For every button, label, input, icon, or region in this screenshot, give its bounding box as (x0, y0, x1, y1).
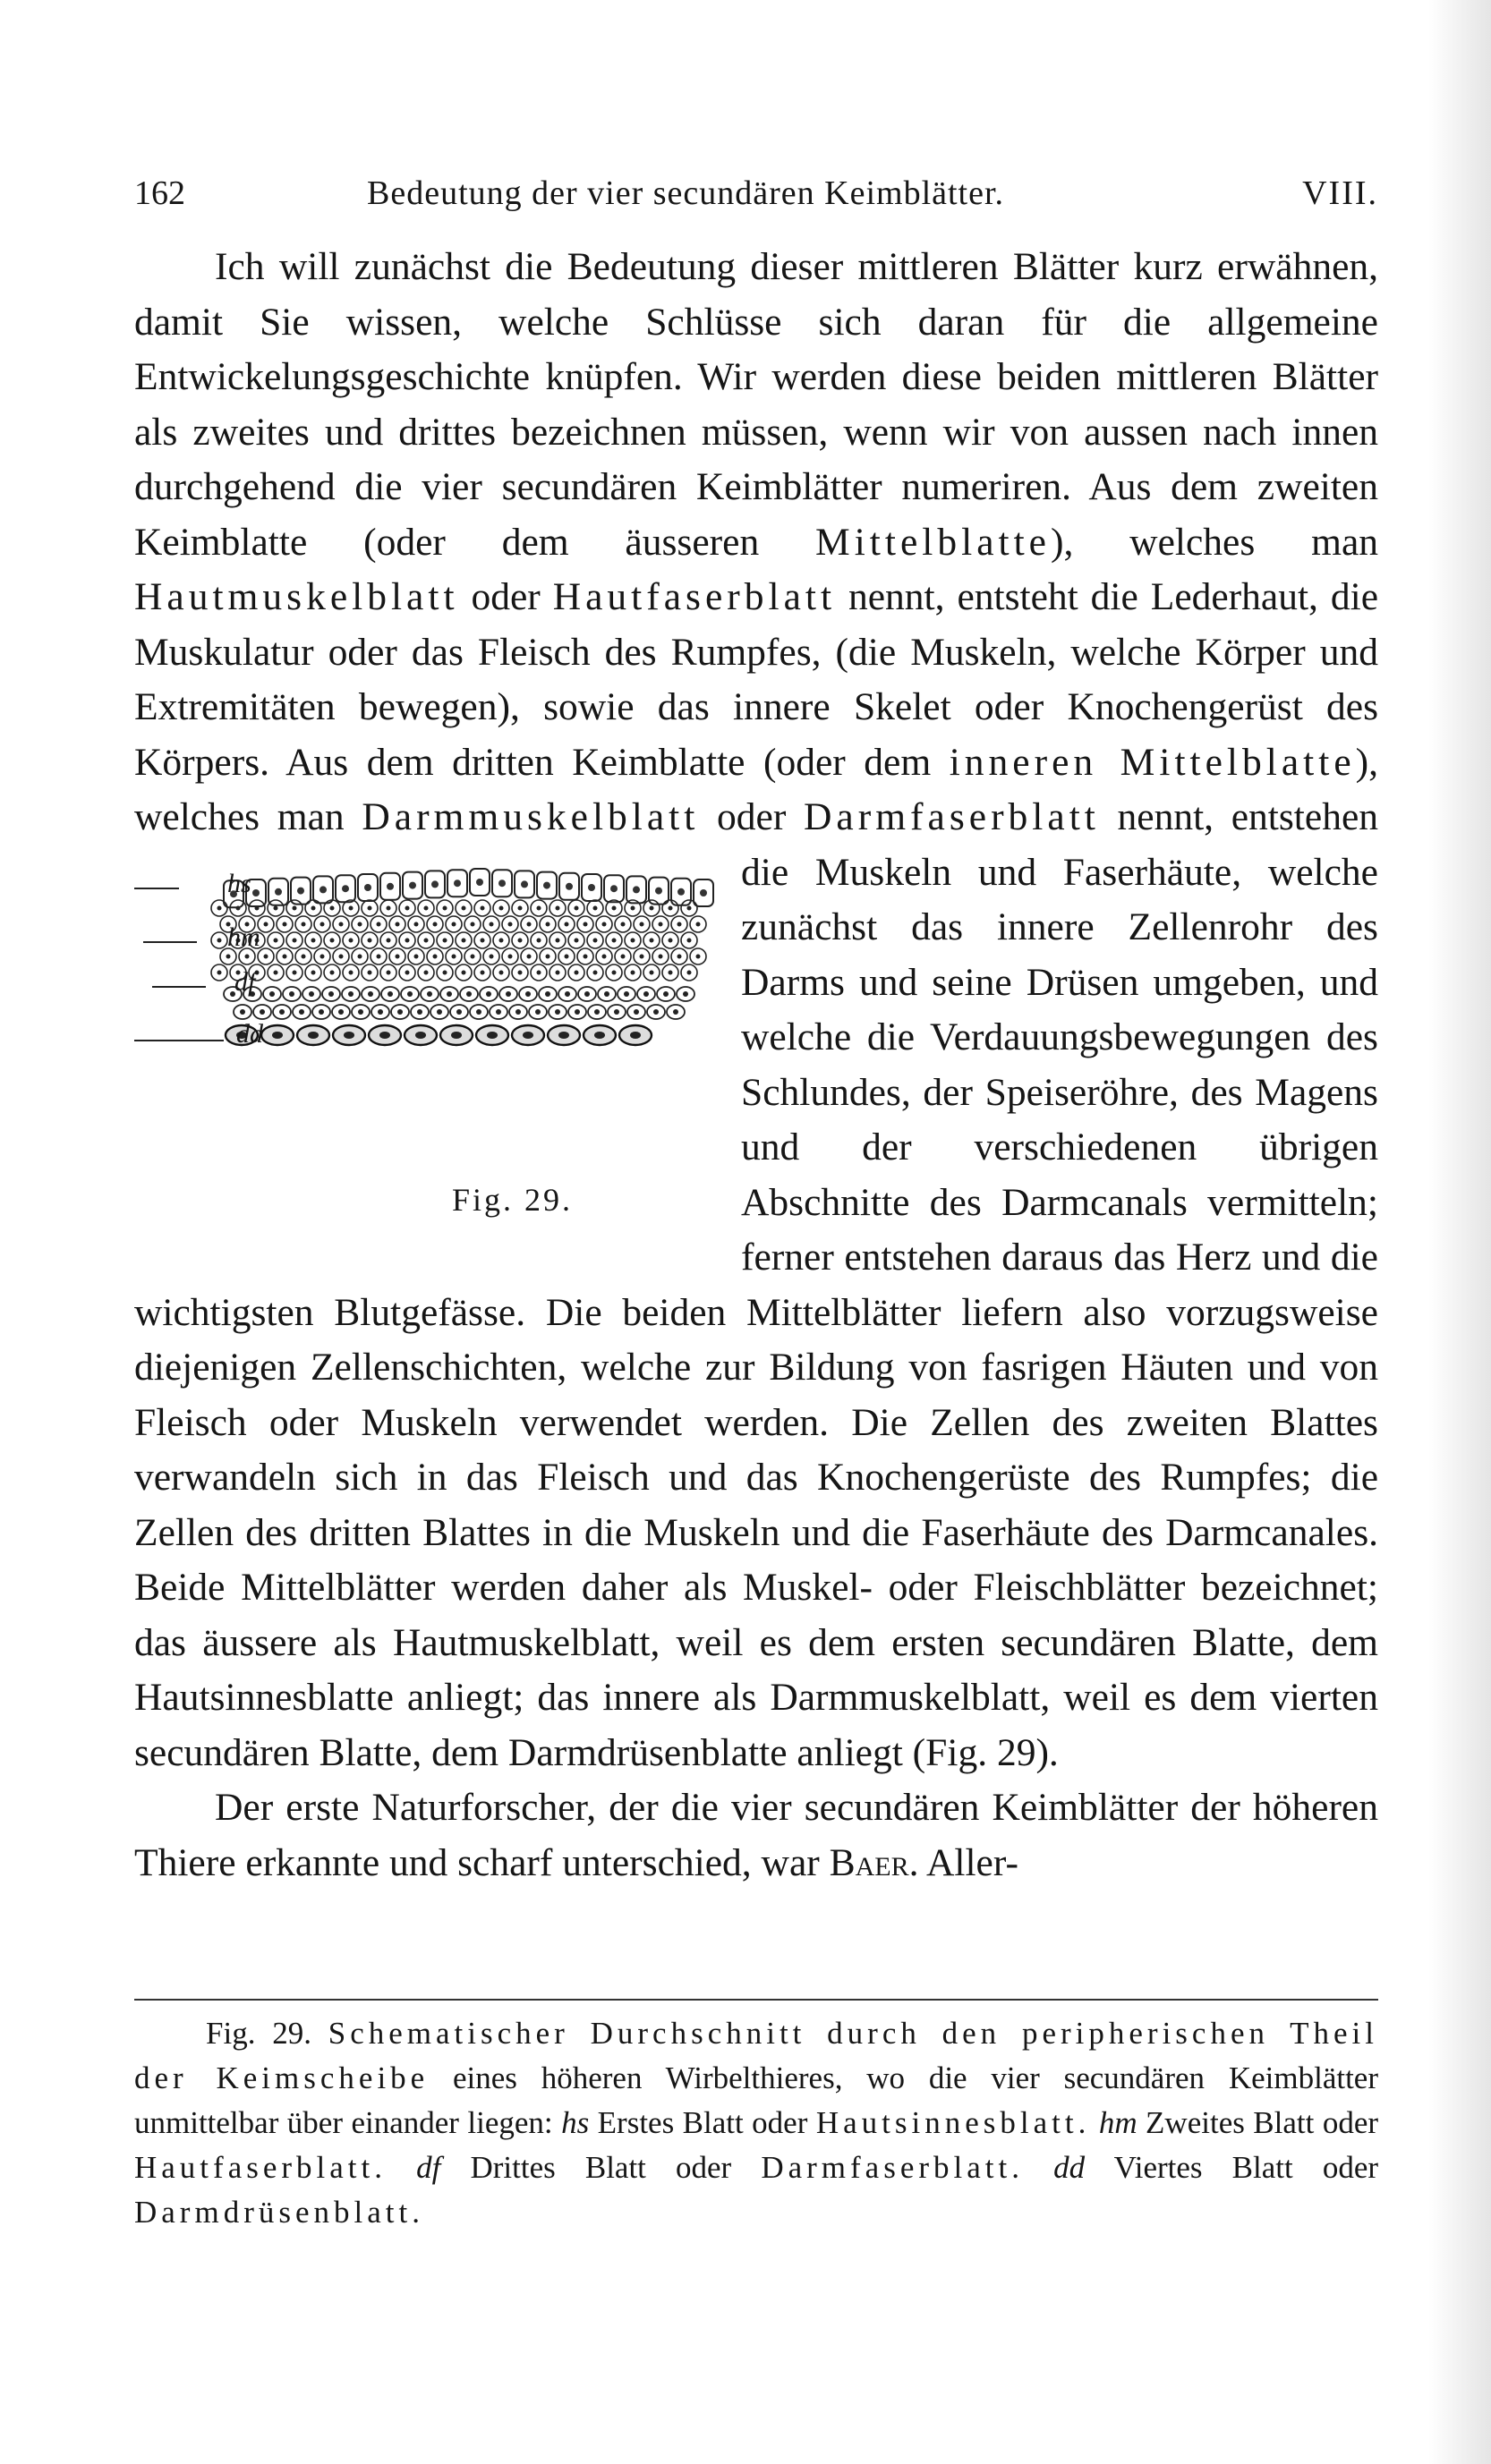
spaced-term: Hautfaserblatt (552, 575, 837, 618)
spaced-term: Hautmuskelblatt (134, 575, 459, 618)
text-run: nennt, entsteht die Lederhaut, die Muskulatur oder das Fleisch des Rumpfes, (die Muskeln, welche Körper und Extremitäten bewegen), sowie das innere Skelet oder Knochengerüst des Körpers. Aus dem dritten Keimblatte (oder dem (134, 575, 1379, 784)
text-run: Der erste Naturforscher, der die vier secundären Keimblätter der höheren Thiere erkannte und scharf unterschied, war (134, 1786, 1378, 1884)
footnote-run: Drittes Blatt oder (440, 2150, 762, 2185)
footnote-abbrev: hs (561, 2105, 590, 2140)
label-dd: dd (236, 1018, 263, 1049)
footnote-abbrev: dd (1053, 2150, 1086, 2185)
text-run: Ich will zunächst die Bedeutung dieser mittleren Blätter kurz erwähnen, damit Sie wissen, welche Schlüsse sich daran für die allgemeine Entwickelungsgeschichte knüpfen. Wir werden diese beiden mittleren Blätter als zweites und drittes bezeichnen müssen, wenn wir von aussen nach innen durchgehend die vier secundären Keimblätter numeriren. Aus dem zweiten Keimblatte (oder dem äusseren (134, 245, 1378, 564)
text-run: ), welches man (1050, 520, 1379, 564)
footnote-spaced: Darmdrüsenblatt. (134, 2195, 424, 2230)
text-run: ), welches man (134, 740, 1378, 838)
footnote-run (1024, 2150, 1053, 2185)
paragraph-2 (134, 1780, 1378, 1890)
main-text (134, 240, 1378, 1890)
running-header (134, 172, 1378, 215)
text-run: nennt, entstehen die Muskeln und Faserhäute, welche zunächst das innere Zellenrohr des Darms und seine Drüsen umgeben, und welche die Verdauungsbewegungen des Schlundes, der Speiseröhre, des Magens und der verschiedenen übrigen Abschnitte des Darmcanals vermitteln; ferner entstehen daraus das Herz und die wichtigsten Blutgefässe. Die beiden Mittelblätter liefern also vorzugsweise diejenigen Zellenschichten, welche zur Bildung von fasrigen Häuten und von Fleisch oder Muskeln verwendet werden. Die Zellen des zweiten Blattes verwandeln sich in das Fleisch und das Knochengerüste des Rumpfes; die Zellen des dritten Blattes in die Muskeln und die Faserhäute des Darmcanales. Beide Mittelblätter werden daher als Muskel- oder Fleischblätter bezeichnet; das äussere als Hautmuskelblatt, weil es dem ersten secundären Blatte, dem Hautsinnesblatte anliegt; das innere als Darmmuskelblatt, weil es dem vierten secundären Blatte, dem Darmdrüsenblatte anliegt (Fig. 29). (134, 795, 1379, 1774)
footnote-rule (134, 1999, 1378, 2001)
footnote-spaced: Hautfaserblatt. (134, 2150, 387, 2185)
footnote-run: eines höheren Wirbelthieres, wo die vier secundären Keimblätter unmittelbar über einander liegen: (134, 2060, 1378, 2140)
page-number: 162 (134, 174, 185, 212)
paragraph-1 (134, 240, 1378, 1780)
chapter-number: VIII. (1302, 174, 1378, 212)
running-title: Bedeutung der vier secundären Keimblätter. (367, 174, 1005, 212)
figure-caption: Fig. 29. (452, 1181, 574, 1218)
footnote-run: Fig. 29. (206, 2016, 328, 2051)
spaced-term: Mittelblatte (815, 520, 1051, 564)
label-hm: hm (227, 922, 260, 952)
footnote-spaced: Schematischer Durchschnitt durch den peripherischen Theil der Keimscheibe (134, 2016, 1378, 2095)
label-df: df (234, 966, 256, 997)
footnote-spaced: Hautsinnesblatt. (815, 2105, 1091, 2140)
footnote-run (1090, 2105, 1098, 2140)
keimscheibe-section-illustration (134, 853, 725, 1166)
footnote-run: Erstes Blatt oder (589, 2105, 816, 2140)
footnote-abbrev: hm (1098, 2105, 1137, 2140)
spaced-term: Darmmuskelblatt (362, 795, 700, 838)
text-run: . Aller- (908, 1840, 1018, 1884)
footnote-run: Viertes Blatt oder (1085, 2150, 1379, 2185)
figure-29 (134, 845, 725, 1239)
author-name: Baer (829, 1840, 909, 1884)
text-run: oder (699, 795, 804, 838)
footnote-abbrev: df (416, 2150, 441, 2185)
footnote-text (134, 2011, 1378, 2235)
figure-footnote (134, 2011, 1378, 2235)
footnote-run (387, 2150, 416, 2185)
spaced-term: Darmfaserblatt (804, 795, 1100, 838)
label-hs: hs (227, 868, 251, 898)
footnote-spaced: Darmfaserblatt. (761, 2150, 1024, 2185)
text-run: oder (458, 575, 553, 618)
page-edge-shadow (1428, 0, 1491, 2464)
spaced-term: inneren Mittelblatte (949, 740, 1356, 784)
footnote-run: Zweites Blatt oder (1137, 2105, 1379, 2140)
